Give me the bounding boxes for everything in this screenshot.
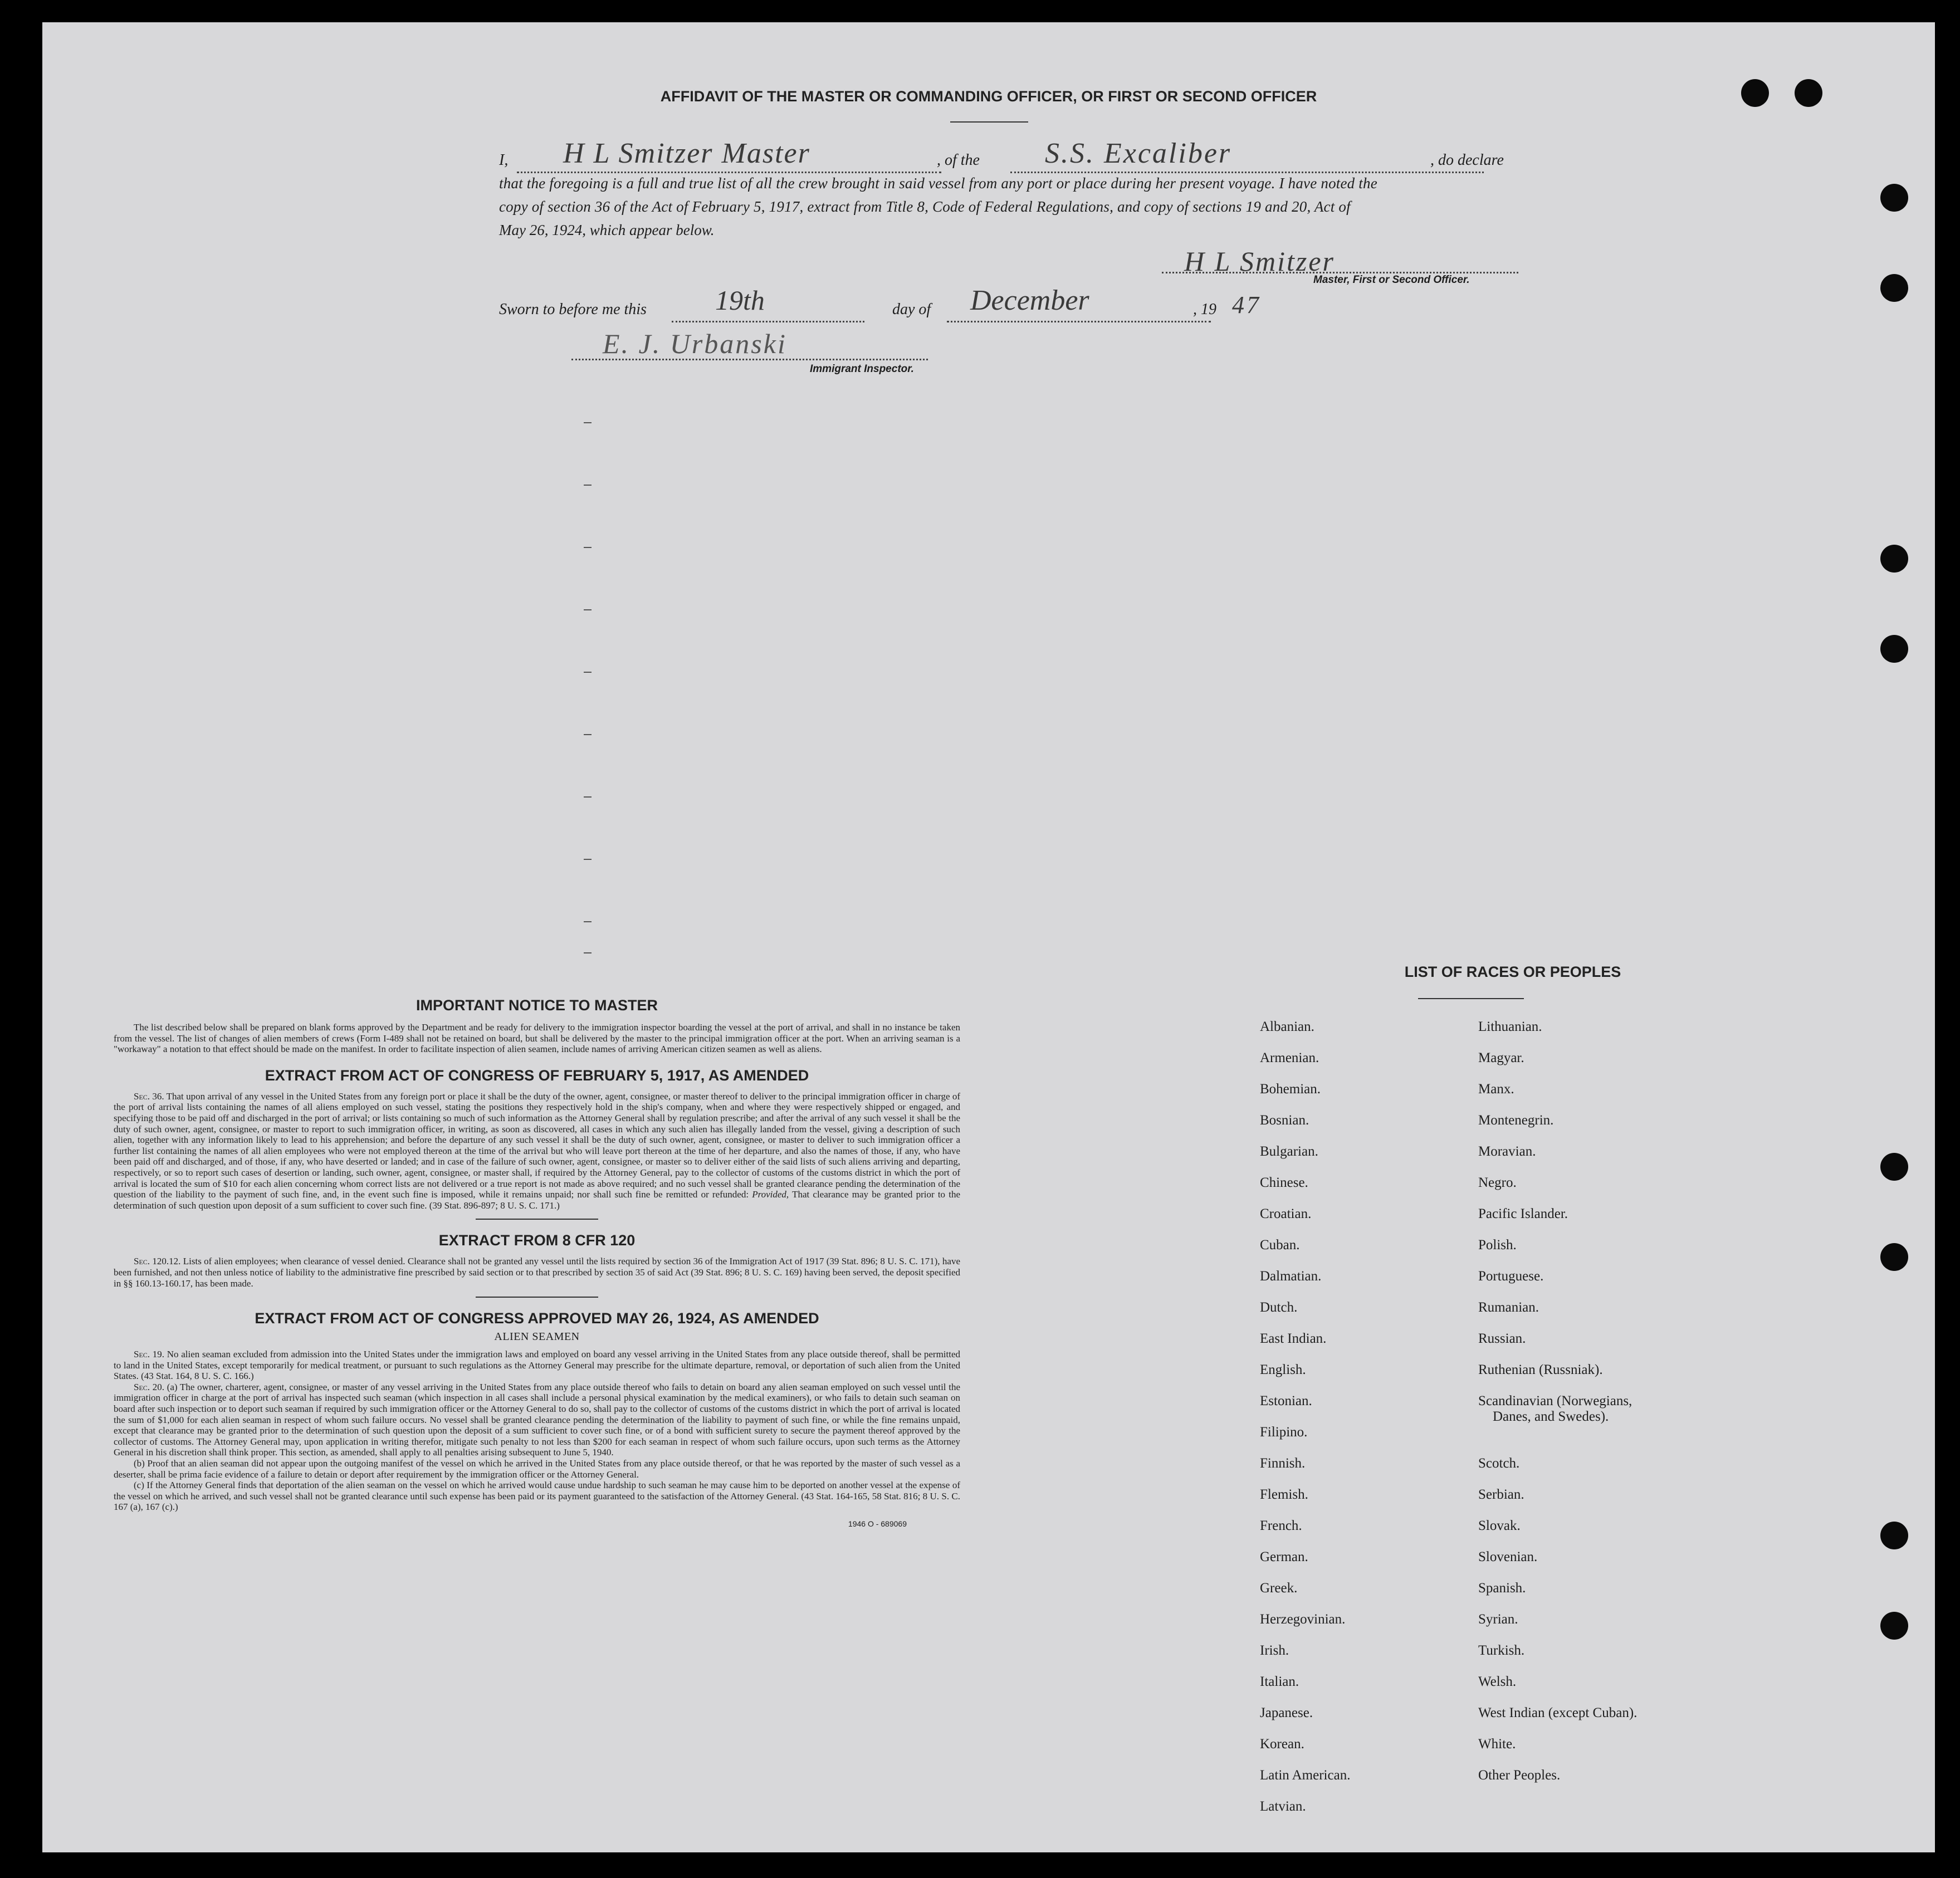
- race-item: Negro.: [1478, 1175, 1517, 1190]
- proviso-text: That clearance may be granted prior to the determination of such question upon deposit of a sum sufficient to cover such fine. (39 Stat. 896-897; 8 U. S. C. 171.): [114, 1189, 961, 1211]
- section-divider: [476, 1219, 598, 1220]
- vessel-name-handwritten: S.S. Excaliber: [1045, 138, 1232, 169]
- affidavit-title: AFFIDAVIT OF THE MASTER OR COMMANDING OFFICER, OR FIRST OR SECOND OFFICER: [660, 88, 1317, 105]
- race-item: Cuban.: [1260, 1238, 1300, 1253]
- race-item: Finnish.: [1260, 1456, 1306, 1471]
- extract-1924-title: EXTRACT FROM ACT OF CONGRESS APPROVED MAY 26, 1924, AS AMENDED: [255, 1310, 819, 1327]
- race-item: Slovak.: [1478, 1518, 1521, 1533]
- sworn-day-line: [672, 321, 864, 322]
- race-item: Ruthenian (Russniak).: [1478, 1362, 1603, 1377]
- race-item: Dutch.: [1260, 1300, 1298, 1315]
- races-title: LIST OF RACES OR PEOPLES: [1404, 964, 1621, 980]
- race-item: Albanian.: [1260, 1019, 1314, 1034]
- sworn-day-handwritten: 19th: [715, 285, 765, 316]
- master-signature: H L Smitzer: [1184, 246, 1336, 277]
- sec-20b-paragraph: (b) Proof that an alien seaman did not appear upon the outgoing manifest of the vessel on which he arrived in the United States from any place outside thereof, or that he was reported by the master of such vessel as a deserter, shall be prima facie evidence of a failure to detain or deport after requirement by the immigration officer or the Attorney General.: [114, 1458, 960, 1480]
- legal-column: [114, 997, 960, 1528]
- sec-120-paragraph: [114, 1256, 960, 1289]
- race-item: Russian.: [1478, 1331, 1526, 1346]
- print-code: 1946 O - 689069: [848, 1519, 907, 1528]
- race-item: Bohemian.: [1260, 1082, 1321, 1097]
- race-item: Bosnian.: [1260, 1113, 1309, 1128]
- binder-hole: [1880, 545, 1908, 573]
- vessel-field-line: [1010, 172, 1484, 173]
- notice-paragraph: The list described below shall be prepared on blank forms approved by the Department and be ready for delivery to the immigration inspector boarding the vessel at the port of arrival, and shall in no instance be taken from the vessel. The list of changes of alien members of crews (Form I-489 shall not be retained on board, but shall be delivered by the master to the principal immigration officer at the port. When an arriving seaman is a "workaway" a notation to that effect should be made on the manifest. In order to facilitate inspection of alien seamen, include names of arriving American citizen seamen as well as aliens.: [114, 1022, 960, 1055]
- binder-hole: [1880, 1522, 1908, 1549]
- signature-label: Master, First or Second Officer.: [1313, 274, 1470, 286]
- race-item: German.: [1260, 1549, 1308, 1564]
- sec-36-text: That upon arrival of any vessel in the United States from any foreign port or place it shall be the duty of the owner, agent, consignee, or master thereof to deliver to the principal immigration officer in charge of the port of arrival lists containing the names of all aliens employed on such vessel, stating the positions they respectively hold in the ship's company, when and where they were respectively shipped or engaged, and specifying those to be paid off and discharged in the port of arrival; or lists containing so much of such information as the Attorney General shall by regulation prescribe; and after the arrival of any such vessel it shall be the duty of such owner, agent, consignee, or master to report to such immigration officer, in writing, as soon as discovered, all cases in which any such alien has illegally landed from the vessel, giving a description of such alien, together with any information likely to lead to his apprehension; and before the departure of any such vessel it shall be the duty of such owner, agent, consignee, or master to deliver to such immigration officer a further list containing the names of all alien employees who were not employed thereon at the time of the arrival but who will leave port thereon at the time of her departure, and also the names of those, if any, who have been paid off and discharged, and of those, if any, who have deserted or landed; and in case of the failure of such owner, agent, consignee, or master so to deliver either of the said lists of such aliens arriving and departing, respectively, or so to report such cases of desertion or landing, such owner, agent, consignee, or master shall, if required by the Attorney General, pay to the collector of customs of the customs district in which the port of arrival is located the sum of $10 for each alien concerning whom correct lists are not delivered or a true report is not made as above required; and no such vessel shall be granted clearance pending the determination of the question of the liability to the payment of such fine, and, in the event such fine is imposed, while it remains unpaid; nor shall such fine be remitted or refunded:: [114, 1090, 960, 1200]
- binder-hole: [1880, 1153, 1908, 1181]
- sec-120-label: Sec. 120.12.: [134, 1256, 181, 1267]
- affidavit-line-2: that the foregoing is a full and true list of all the crew brought in said vessel from any port or place during her present voyage. I have noted the: [499, 175, 1377, 192]
- binder-hole: [1880, 635, 1908, 663]
- sworn-month-line: [947, 321, 1211, 322]
- race-item: Scandinavian (Norwegians,: [1478, 1393, 1632, 1408]
- sworn-day-of: day of: [892, 301, 931, 318]
- race-item: Syrian.: [1478, 1612, 1518, 1627]
- binder-hole: [1880, 1243, 1908, 1271]
- sec-20a-paragraph: [114, 1382, 960, 1458]
- sec-19-paragraph: [114, 1349, 960, 1382]
- race-item: Moravian.: [1478, 1144, 1536, 1159]
- race-item: Chinese.: [1260, 1175, 1308, 1190]
- race-item: Japanese.: [1260, 1705, 1313, 1720]
- name-field-line: [517, 172, 941, 173]
- race-item: Latvian.: [1260, 1799, 1306, 1814]
- master-name-handwritten: H L Smitzer Master: [563, 138, 810, 169]
- margin-dash: [584, 734, 592, 735]
- binder-hole: [1880, 1612, 1908, 1640]
- race-item: Irish.: [1260, 1643, 1289, 1658]
- race-item: Montenegrin.: [1478, 1113, 1554, 1128]
- margin-dash: [584, 422, 592, 423]
- race-item: Turkish.: [1478, 1643, 1525, 1658]
- signature-line: [1162, 272, 1518, 273]
- margin-dash: [584, 796, 592, 798]
- document-page: [42, 22, 1935, 1852]
- margin-dash: [584, 485, 592, 486]
- sec-19-label: Sec. 19.: [134, 1349, 165, 1360]
- race-item: Welsh.: [1478, 1674, 1517, 1689]
- inspector-label: Immigrant Inspector.: [810, 363, 914, 375]
- race-item: Scotch.: [1478, 1456, 1520, 1471]
- race-item: Polish.: [1478, 1238, 1517, 1253]
- sec-36-label: Sec. 36.: [134, 1090, 164, 1102]
- races-title-rule: [1418, 998, 1524, 999]
- race-item: White.: [1478, 1737, 1516, 1752]
- sworn-month-handwritten: December: [970, 285, 1089, 316]
- sec-19-text: No alien seaman excluded from admission into the United States under the immigration laws and employed on board any vessel arriving in the United States from any place outside thereof, shall be permitted to land in the United States, except temporarily for medical treatment, or pursuant to such regulations as the Attorney General may prescribe for the ultimate departure, removal, or deportation of such alien from the United States. (43 Stat. 164, 8 U. S. C. 166.): [114, 1349, 961, 1382]
- notice-title: IMPORTANT NOTICE TO MASTER: [416, 997, 658, 1014]
- race-item: Magyar.: [1478, 1050, 1524, 1065]
- inspector-line: [571, 359, 928, 360]
- sworn-year-handwritten: 47: [1232, 291, 1261, 319]
- race-item: Lithuanian.: [1478, 1019, 1542, 1034]
- race-item: Dalmatian.: [1260, 1269, 1322, 1284]
- race-item: Slovenian.: [1478, 1549, 1538, 1564]
- race-item: Danes, and Swedes).: [1493, 1409, 1609, 1424]
- sec-20c-paragraph: (c) If the Attorney General finds that deportation of the alien seaman on the vessel on which he arrived would cause undue hardship to such seaman he may cause him to be deported on another vessel at the expense of the vessel on which he arrived, and such vessel shall not be granted clearance until such expense has been paid or its payment guaranteed to the satisfaction of the Attorney General. (43 Stat. 164-165, 58 Stat. 816; 8 U. S. C. 167 (a), 167 (c).): [114, 1480, 960, 1513]
- extract-cfr-body: [114, 1256, 960, 1289]
- race-item: Korean.: [1260, 1737, 1304, 1752]
- sec-20-label: Sec. 20.: [134, 1381, 164, 1392]
- margin-dash: [584, 859, 592, 860]
- race-item: East Indian.: [1260, 1331, 1327, 1346]
- race-item: Other Peoples.: [1478, 1768, 1561, 1783]
- race-item: Latin American.: [1260, 1768, 1351, 1783]
- binder-hole: [1880, 274, 1908, 302]
- section-divider: [476, 1297, 598, 1298]
- race-item: Portuguese.: [1478, 1269, 1544, 1284]
- affidavit-line-4: May 26, 1924, which appear below.: [499, 222, 715, 238]
- race-item: Armenian.: [1260, 1050, 1319, 1065]
- sec-36-paragraph: [114, 1091, 960, 1211]
- margin-dash: [584, 921, 592, 922]
- margin-dash: [584, 609, 592, 610]
- sec-120-text: Lists of alien employees; when clearance of vessel denied. Clearance shall not be granted any vessel until the lists required by section 36 of the Immigration Act of 1917 (39 Stat. 896; 8 U. S. C. 171), have been furnished, and not then unless notice of liability to the administrative fine prescribed by said section or to that prescribed by section 35 of said Act (39 Stat. 896; 8 U. S. C. 169) having been served, the deposit specified in §§ 160.13-160.17, has been made.: [114, 1256, 960, 1289]
- affidavit-line-1: I,: [499, 151, 509, 169]
- race-item: West Indian (except Cuban).: [1478, 1705, 1638, 1720]
- race-item: Rumanian.: [1478, 1300, 1539, 1315]
- race-item: Herzegovinian.: [1260, 1612, 1346, 1627]
- race-item: English.: [1260, 1362, 1306, 1377]
- extract-1917-body: [114, 1091, 960, 1211]
- race-item: Estonian.: [1260, 1393, 1312, 1408]
- inspector-signature: E. J. Urbanski: [603, 328, 787, 359]
- race-item: French.: [1260, 1518, 1302, 1533]
- race-item: Croatian.: [1260, 1206, 1312, 1221]
- extract-1924-body: [114, 1349, 960, 1513]
- race-item: Bulgarian.: [1260, 1144, 1318, 1159]
- alien-seamen-subtitle: ALIEN SEAMEN: [494, 1331, 580, 1343]
- sec-20a-text: (a) The owner, charterer, agent, consignee, or master of any vessel arriving in the United States from any place outside thereof who fails to detain on board any alien seaman employed on such vessel until the immigration officer in charge at the port of arrival has inspected such seaman (which inspection in all cases shall include a personal physical examination by the medical examiners), or who fails to detain such seaman on board after such inspection or to deport such seaman if required by such immigration officer or the Attorney General to do so, shall pay to the collector of customs of the customs district in which the port of arrival is located the sum of $1,000 for each alien seaman in respect of whom such failure occurs. No vessel shall be granted clearance pending the determination of the liability to payment of such fine, or while the fine remains unpaid, except that clearance may be granted prior to the determination of such question upon the deposit of a sum sufficient to cover such fine, or of a bond with sufficient surety to secure the payment thereof approved by the collector of customs. The Attorney General may, upon application in writing therefor, mitigate such penalty to not less than $200 for each seaman in respect of whom such failure occurs, upon such terms as the Attorney General in his discretion shall think proper. This section, as amended, shall apply to all penalties arising subsequent to June 5, 1940.: [114, 1381, 961, 1458]
- margin-dash: [584, 672, 592, 673]
- sworn-year-prefix: , 19: [1193, 301, 1216, 318]
- race-item: Manx.: [1478, 1082, 1514, 1097]
- binder-hole: [1880, 184, 1908, 212]
- sworn-prefix: Sworn to before me this: [499, 301, 647, 318]
- race-item: Pacific Islander.: [1478, 1206, 1568, 1221]
- title-rule: [950, 121, 1028, 123]
- race-item: Italian.: [1260, 1674, 1299, 1689]
- notice-body: [114, 1022, 960, 1055]
- affidavit-do-declare: , do declare: [1430, 151, 1504, 169]
- margin-dash: [584, 952, 592, 953]
- extract-cfr-title: EXTRACT FROM 8 CFR 120: [438, 1232, 636, 1249]
- extract-1917-title: EXTRACT FROM ACT OF CONGRESS OF FEBRUARY 5, 1917, AS AMENDED: [265, 1067, 809, 1084]
- race-item: Filipino.: [1260, 1425, 1308, 1440]
- proviso-label: Provided,: [752, 1189, 789, 1200]
- race-item: Greek.: [1260, 1581, 1298, 1596]
- race-item: Spanish.: [1478, 1581, 1526, 1596]
- race-item: Serbian.: [1478, 1487, 1524, 1502]
- affidavit-line-3: copy of section 36 of the Act of February 5, 1917, extract from Title 8, Code of Federal Regulations, and copy of sections 19 and 20, Act of: [499, 198, 1351, 215]
- affidavit-of-the: , of the: [937, 151, 980, 169]
- margin-dash: [584, 547, 592, 548]
- race-item: Flemish.: [1260, 1487, 1308, 1502]
